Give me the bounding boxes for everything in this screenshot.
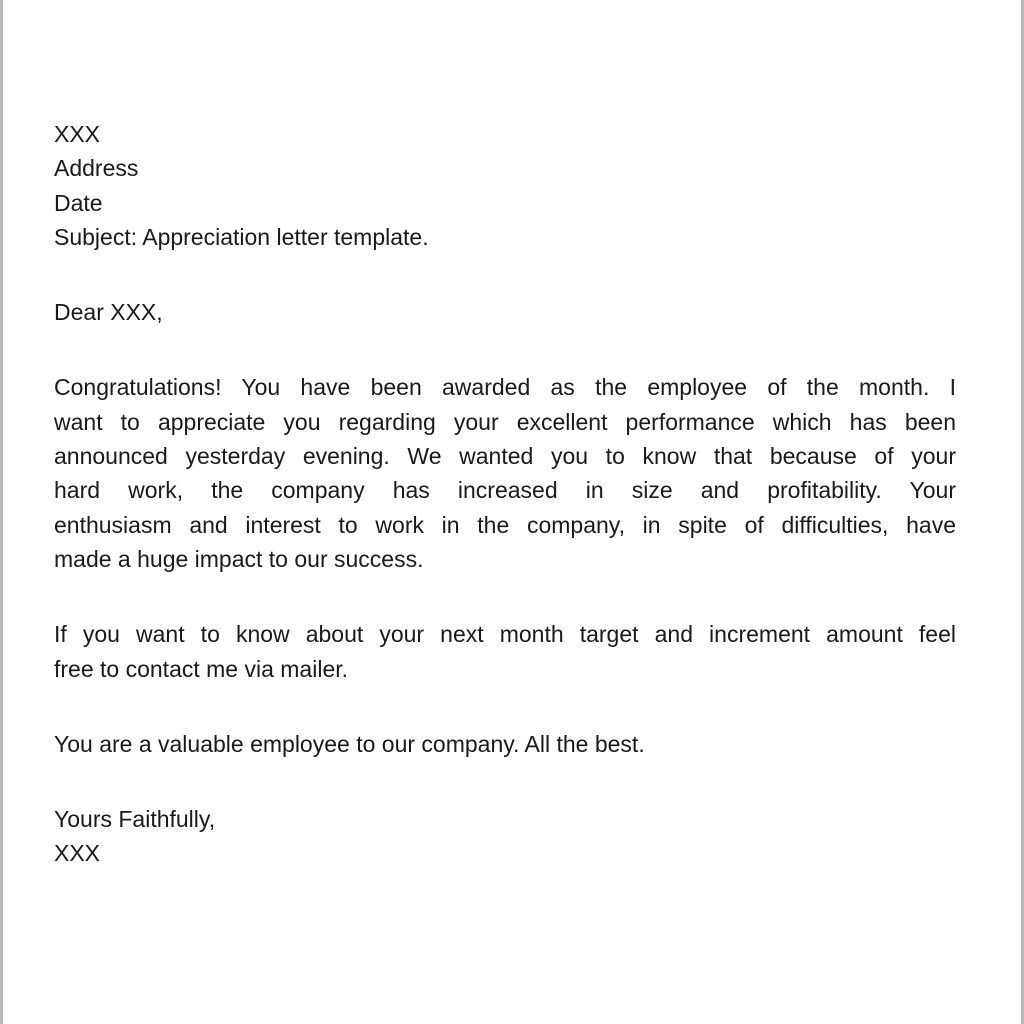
paragraph-line: want to appreciate you regarding your excellent performance which has been [54,408,956,435]
paragraph-line: hard work, the company has increased in size and profitability. Your [54,477,956,504]
spacer [54,330,956,371]
letter-body [54,117,956,870]
paragraph-line: announced yesterday evening. We wanted you to know that because of your [54,443,956,470]
spacer [54,761,956,802]
paragraph-valuable-employee: You are a valuable employee to our company. All the best. [54,730,645,757]
paragraph-contact [54,617,956,686]
spacer [54,577,956,618]
letter-subject: Subject: Appreciation letter template. [54,224,429,251]
spacer [54,255,956,296]
letter-date: Date [54,189,103,216]
salutation: Dear XXX, [54,299,163,326]
paragraph-line: made a huge impact to our success. [54,546,424,573]
paragraph-line: free to contact me via mailer. [54,655,349,682]
paragraph-line: enthusiasm and interest to work in the company, in spite of difficulties, have [54,511,956,538]
sender-name: XXX [54,121,101,147]
closing: Yours Faithfully, [54,805,216,832]
sender-address: Address [54,155,139,182]
paragraph-congratulations [54,370,956,576]
paragraph-line: If you want to know about your next month target and increment amount feel [54,621,956,648]
spacer [54,686,956,727]
paragraph-line: Congratulations! You have been awarded as the employee of the month. I [54,374,956,401]
signature: XXX [54,840,101,867]
